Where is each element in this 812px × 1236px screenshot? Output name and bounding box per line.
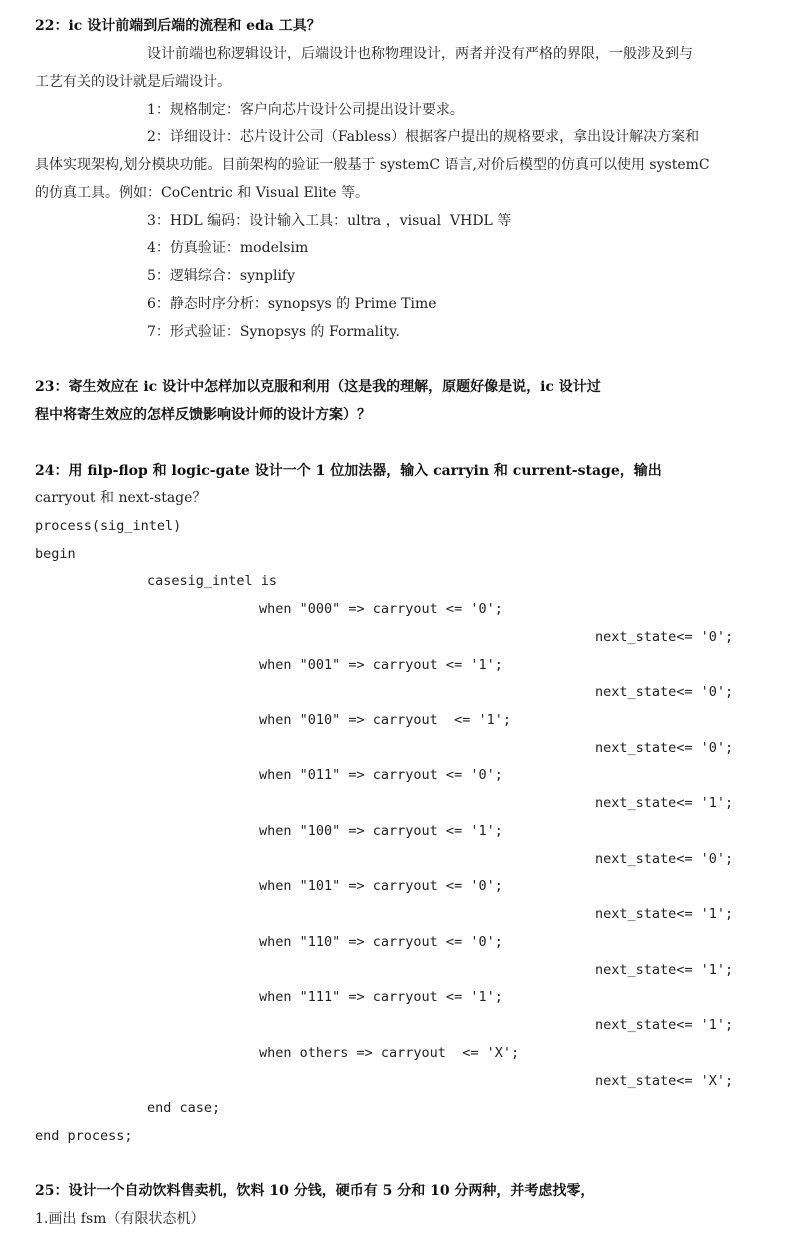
code-when-line: when "011" => carryout <= '0'; <box>259 767 503 783</box>
q23-title-line-2: 程中将寄生效应的怎样反馈影响设计师的设计方案）？ <box>35 407 371 423</box>
q22-intro-line-2: 工艺有关的设计就是后端设计。 <box>35 74 231 90</box>
code-next-state-line: next_state<= 'X'; <box>595 1073 734 1089</box>
code-process-line: process(sig_intel) <box>35 518 182 534</box>
q24-title-line-1: 24：用 filp-flop 和 logic-gate 设计一个 1 位加法器，输入 carryin 和 current-stage，输出 <box>35 463 662 479</box>
code-when-line: when "101" => carryout <= '0'; <box>259 878 503 894</box>
q22-step-3: 3：HDL 编码：设计输入工具：ultra ，visual VHDL 等 <box>147 213 512 229</box>
code-when-line: when "010" => carryout <= '1'; <box>259 712 511 728</box>
q22-step-2-line-3: 的仿真工具。例如：CoCentric 和 Visual Elite 等。 <box>35 185 370 201</box>
q22-step-7: 7：形式验证：Synopsys 的 Formality. <box>147 324 400 340</box>
q24-title-line-2: carryout 和 next-stage？ <box>35 490 207 506</box>
q22-step-2-line-1: 2：详细设计：芯片设计公司（Fabless）根据客户提出的规格要求，拿出设计解决方案和 <box>147 129 700 145</box>
q22-step-1: 1：规格制定：客户向芯片设计公司提出设计要求。 <box>147 102 464 118</box>
q22-step-4: 4：仿真验证：modelsim <box>147 240 309 256</box>
code-next-state-line: next_state<= '0'; <box>595 684 734 700</box>
q22-step-6: 6：静态时序分析：synopsys 的 Prime Time <box>147 296 437 312</box>
code-end-process-line: end process; <box>35 1128 133 1144</box>
code-next-state-line: next_state<= '0'; <box>595 851 734 867</box>
code-when-line: when "111" => carryout <= '1'; <box>259 989 503 1005</box>
code-next-state-line: next_state<= '1'; <box>595 906 734 922</box>
code-when-line: when "000" => carryout <= '0'; <box>259 601 503 617</box>
q22-step-5: 5：逻辑综合：synplify <box>147 268 296 284</box>
code-begin-line: begin <box>35 546 76 562</box>
code-next-state-line: next_state<= '1'; <box>595 795 734 811</box>
q22-title: 22：ic 设计前端到后端的流程和 eda 工具？ <box>35 18 321 34</box>
code-when-line: when "001" => carryout <= '1'; <box>259 657 503 673</box>
code-next-state-line: next_state<= '0'; <box>595 629 734 645</box>
code-when-line: when "110" => carryout <= '0'; <box>259 934 503 950</box>
code-next-state-line: next_state<= '0'; <box>595 740 734 756</box>
q22-intro-line-1: 设计前端也称逻辑设计，后端设计也称物理设计，两者并没有严格的界限，一般涉及到与 <box>147 46 693 62</box>
q25-title: 25：设计一个自动饮料售卖机，饮料 10 分钱，硬币有 5 分和 10 分两种，并考虑找零， <box>35 1183 595 1199</box>
code-when-line: when "100" => carryout <= '1'; <box>259 823 503 839</box>
q23-title-line-1: 23：寄生效应在 ic 设计中怎样加以克服和利用（这是我的理解，原题好像是说，ic 设计过 <box>35 379 601 395</box>
code-end-case-line: end case; <box>147 1100 221 1116</box>
code-case-line: casesig_intel is <box>147 573 278 589</box>
code-next-state-line: next_state<= '1'; <box>595 962 734 978</box>
q25-item-1: 1.画出 fsm（有限状态机） <box>35 1211 205 1227</box>
code-when-others-line: when others => carryout <= 'X'; <box>259 1045 520 1061</box>
code-next-state-line: next_state<= '1'; <box>595 1017 734 1033</box>
q22-step-2-line-2: 具体实现架构,划分模块功能。目前架构的验证一般基于 systemC 语言,对价后模型的仿真可以使用 systemC <box>35 157 710 173</box>
